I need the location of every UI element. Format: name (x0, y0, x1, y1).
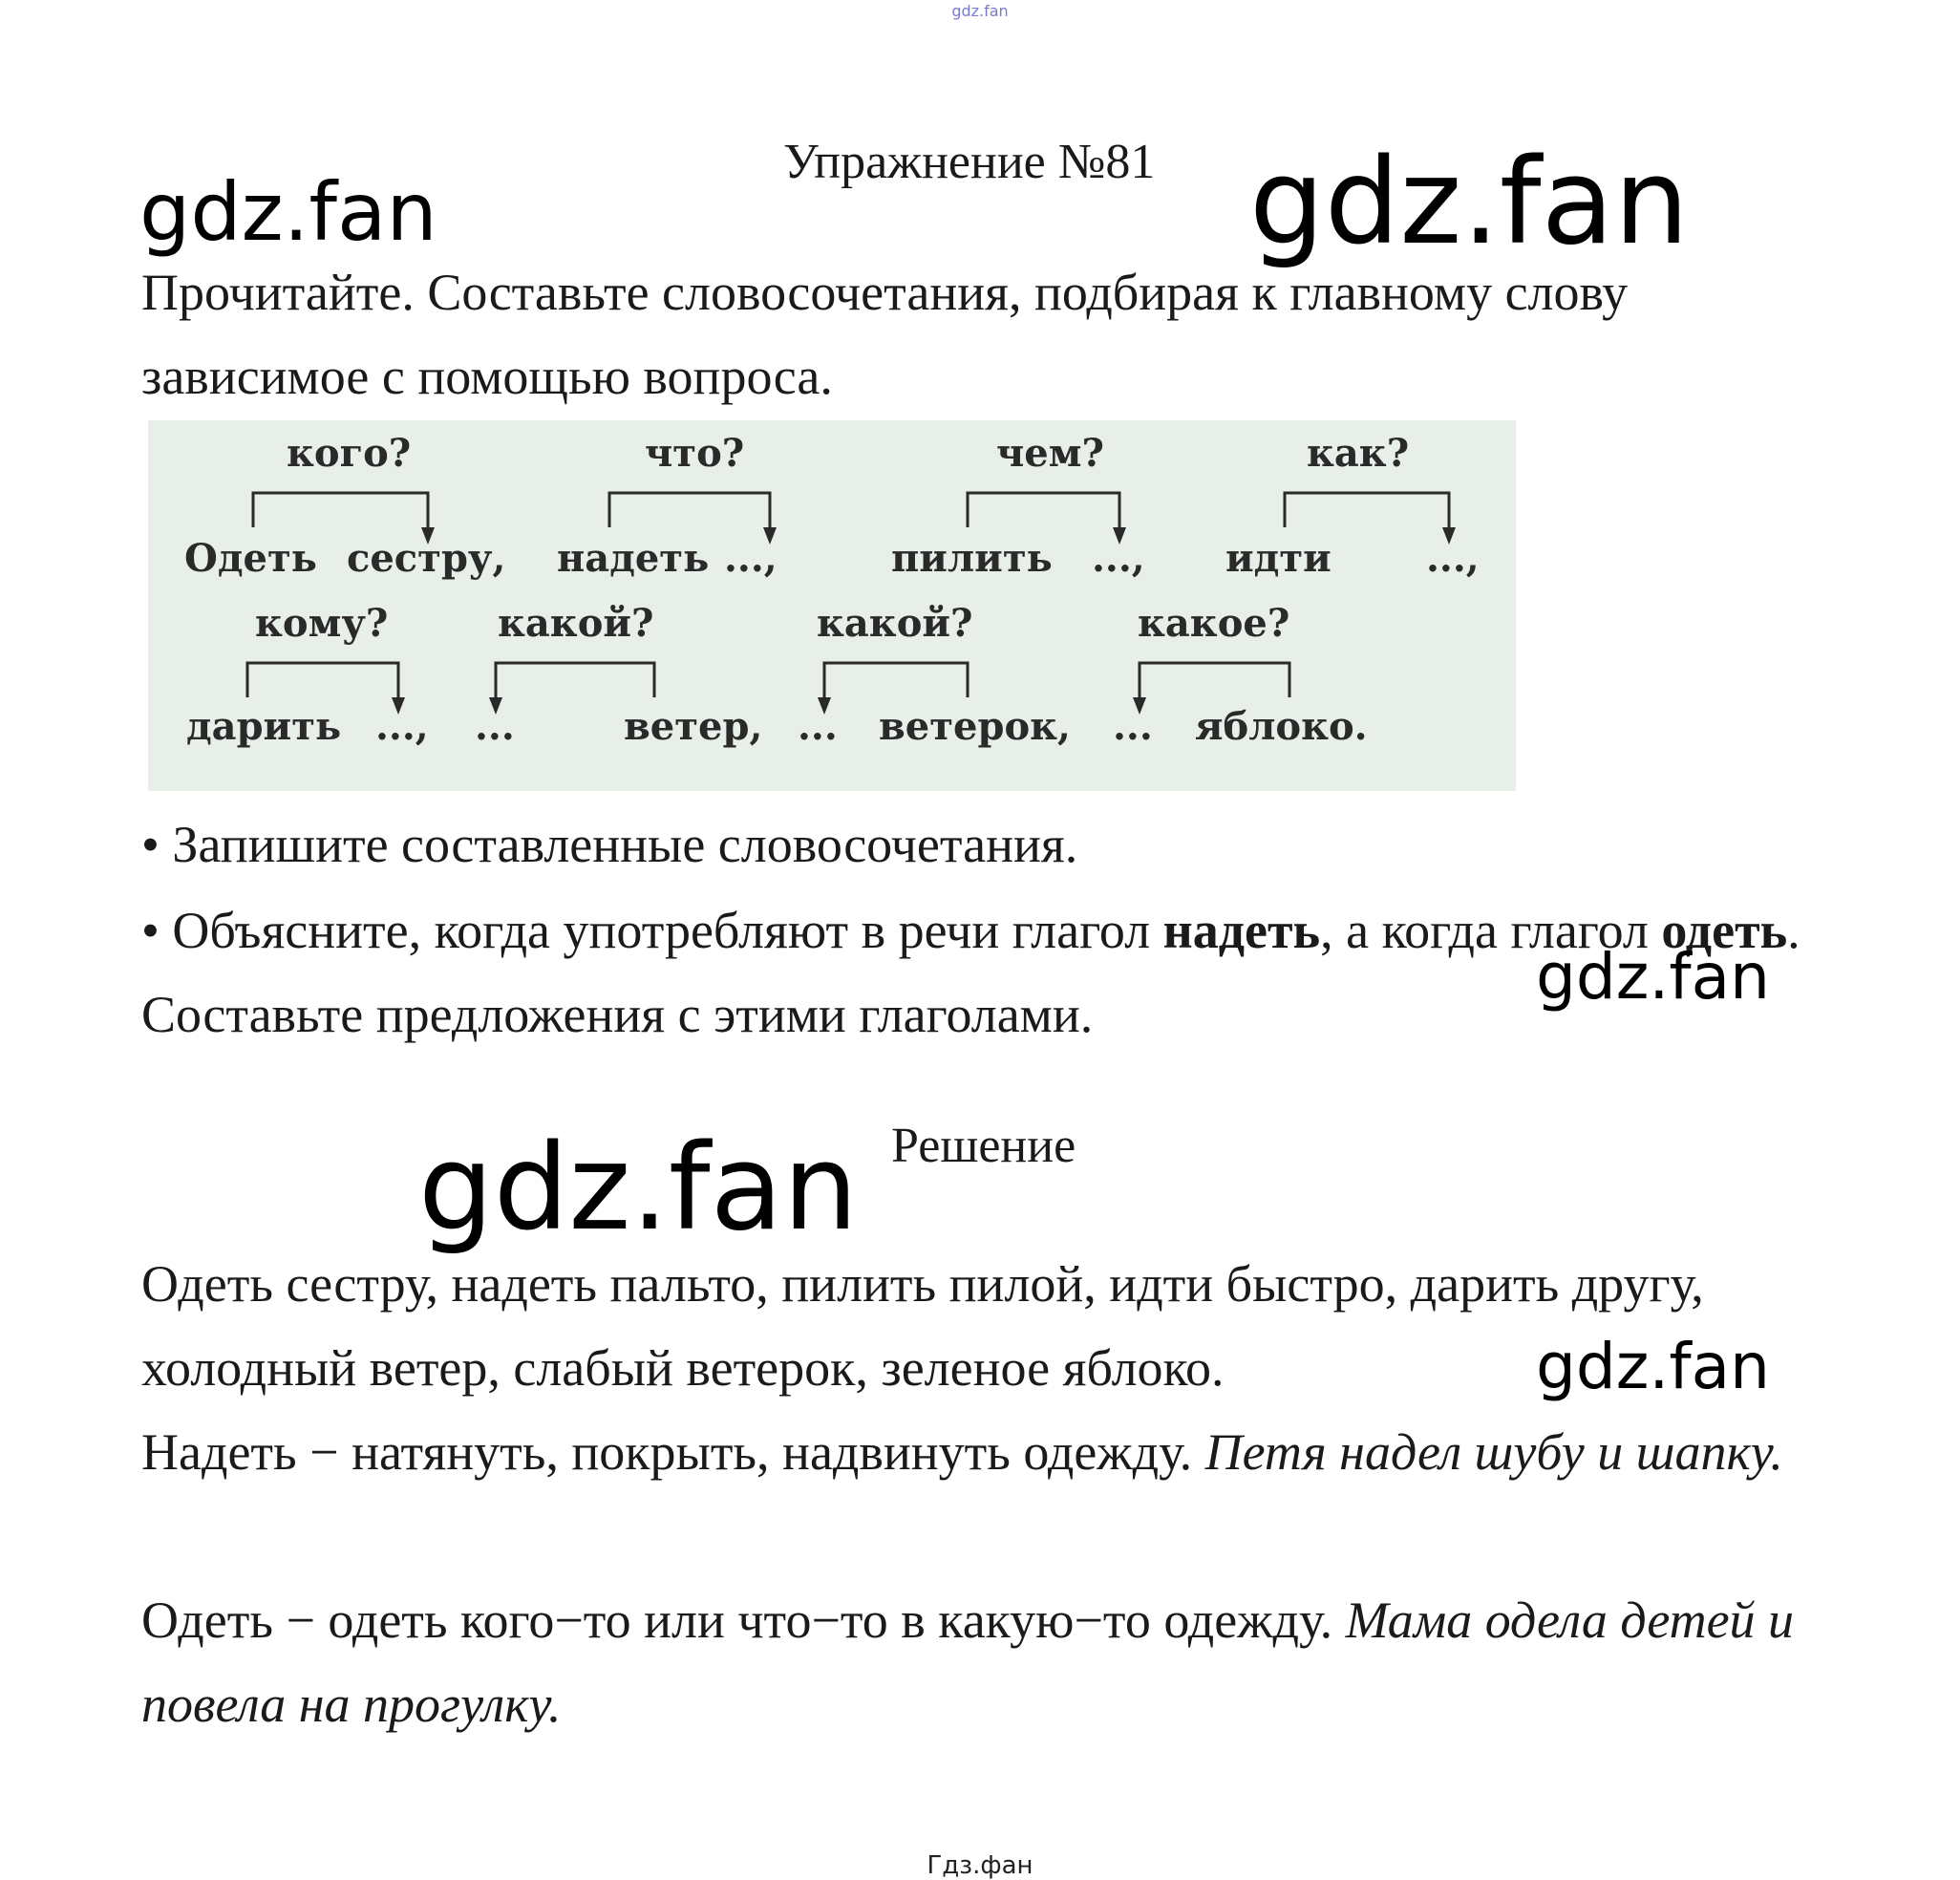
diagram-word: идти (1225, 536, 1332, 581)
question: кому? (255, 601, 389, 646)
diagram-word: ... (798, 704, 838, 749)
footer: Гдз.фан (927, 1851, 1033, 1880)
exercise-title: Упражнение №81 (783, 135, 1156, 189)
diagram-word: Одеть (184, 536, 317, 581)
question: как? (1307, 431, 1410, 476)
watermark: gdz.fan (1249, 134, 1690, 271)
nadet-definition (141, 1410, 1822, 1494)
diagram-word: дарить (186, 704, 342, 749)
bold-word-odet: одеть (1661, 902, 1788, 959)
top-watermark: gdz.fan (951, 2, 1009, 20)
text-span: , а когда глагол (1320, 902, 1662, 959)
diagram-word: ... (475, 704, 515, 749)
diagram-word: пилить (891, 536, 1053, 581)
diagram-word: надеть (557, 536, 710, 581)
text-span: • Объясните, когда употребляют в речи глагол (141, 902, 1163, 959)
example-sentence: Мама одела детей и повела на прогулку. (141, 1592, 1795, 1733)
diagram-word: яблоко. (1195, 704, 1368, 749)
task-intro: Прочитайте. Составьте словосочетания, подбирая к главному слову зависимое с помощью вопроса. (141, 264, 1629, 405)
solution-title: Решение (891, 1119, 1076, 1173)
watermark: gdz.fan (1536, 940, 1770, 1014)
watermark: gdz.fan (418, 1120, 859, 1257)
example-sentence: Петя надел шубу и шапку. (1204, 1423, 1783, 1481)
diagram-word: сестру, (347, 536, 506, 581)
question: какой? (817, 601, 973, 646)
watermark: gdz.fan (1536, 1330, 1770, 1403)
question: что? (645, 431, 745, 476)
bold-word-nadet: надеть (1162, 902, 1321, 959)
word-combination-diagram (148, 420, 1516, 791)
text-span: Надеть − натянуть, покрыть, надвинуть одежду. (141, 1423, 1205, 1481)
diagram-word: ветер, (624, 704, 763, 749)
diagram-word: ..., (724, 536, 778, 581)
solution-answer: Одеть сестру, надеть пальто, пилить пилой, идти быстро, дарить другу, холодный ветер, слабый ветерок, зеленое яблоко. (141, 1255, 1704, 1397)
text-span: . Составьте предложения с этими глаголами. (141, 902, 1800, 1043)
diagram-word: ветерок, (879, 704, 1071, 749)
diagram-word: ..., (375, 704, 429, 749)
task-bullet-1: • Запишите составленные словосочетания. (141, 816, 1078, 873)
question: какой? (498, 601, 654, 646)
text-span: Одеть − одеть кого−то или что−то в какую−то одежду. (141, 1592, 1346, 1649)
question: какое? (1138, 601, 1290, 646)
diagram-word: ... (1113, 704, 1153, 749)
diagram-word: ..., (1092, 536, 1145, 581)
odet-definition (141, 1578, 1822, 1746)
question: кого? (287, 431, 412, 476)
diagram-word: ..., (1426, 536, 1480, 581)
question: чем? (996, 431, 1104, 476)
watermark: gdz.fan (139, 165, 437, 259)
